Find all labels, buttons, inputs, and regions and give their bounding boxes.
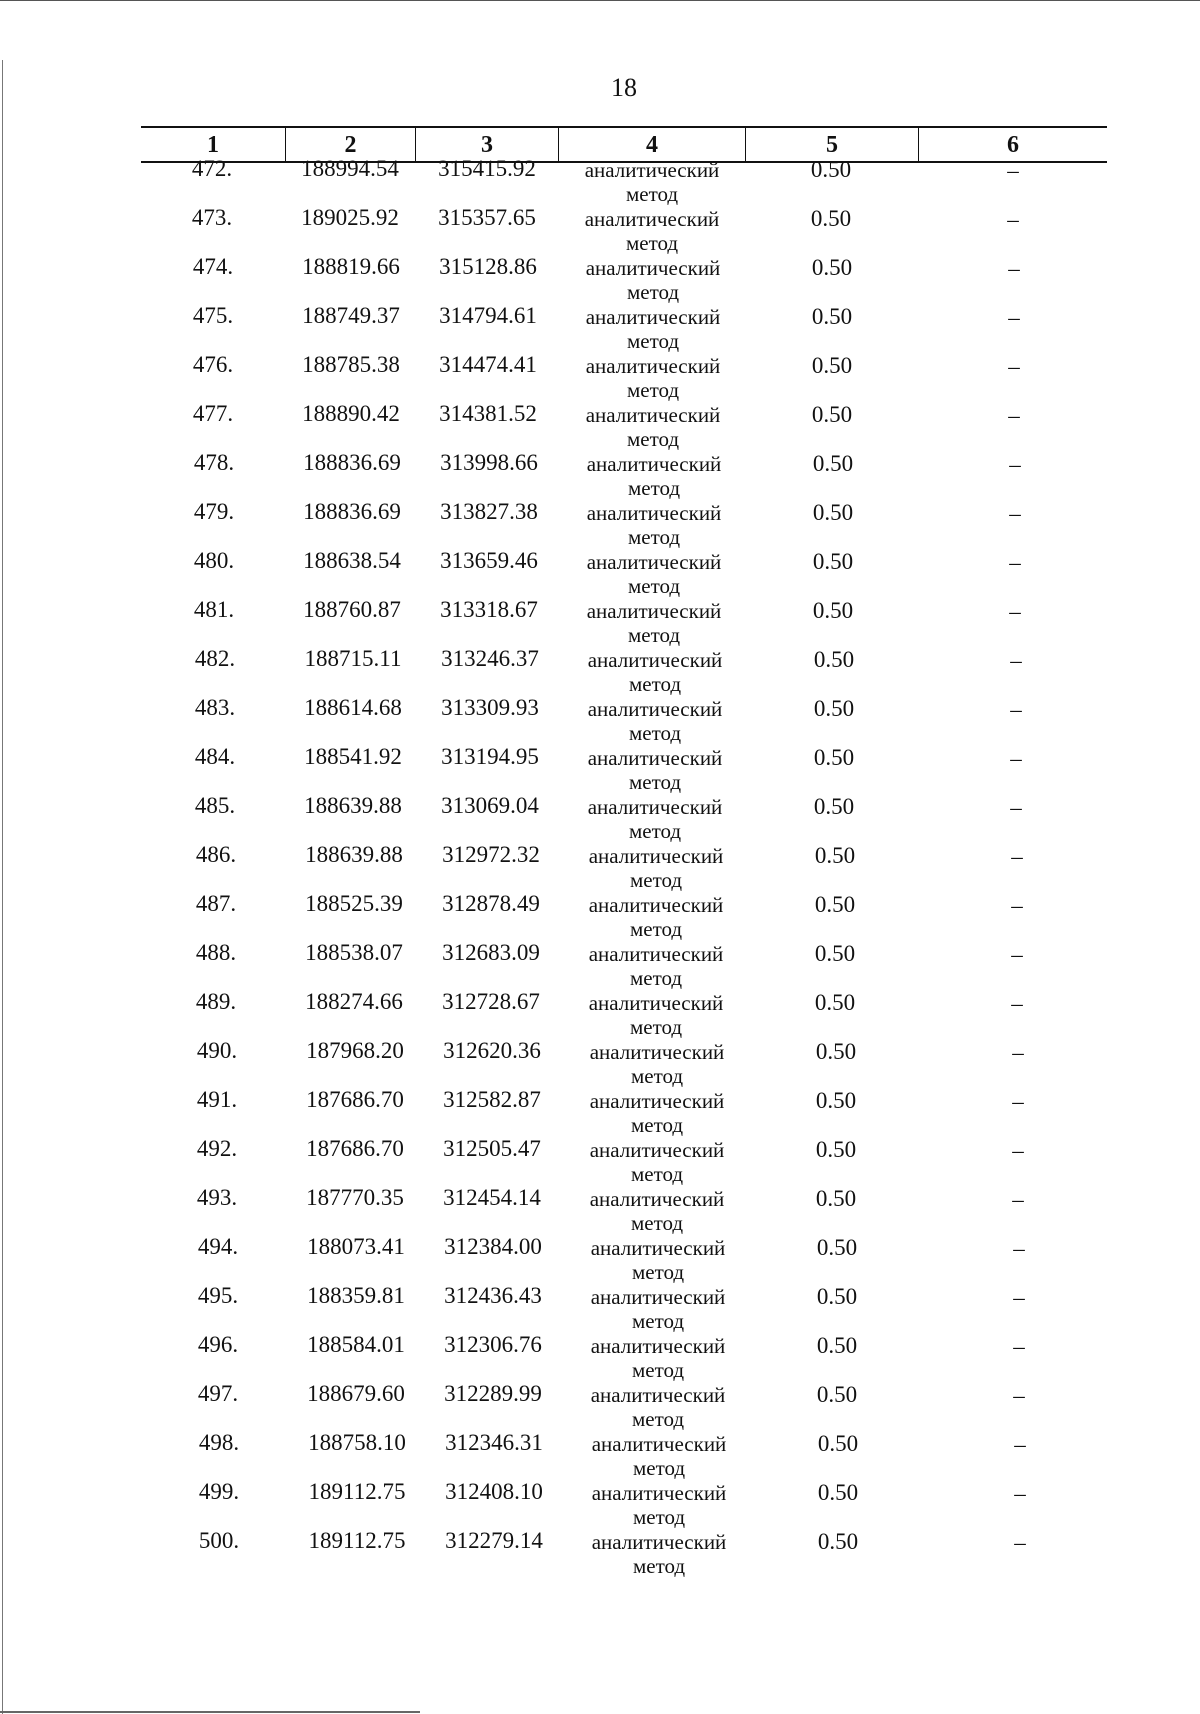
precision-value: 0.50	[816, 1284, 858, 1309]
point-number: 492.	[196, 1136, 238, 1161]
method-cell	[573, 403, 733, 451]
precision-value: 0.50	[811, 304, 853, 329]
table-row	[0, 842, 1200, 891]
method-line-2: метод	[632, 1554, 686, 1578]
point-number: 481.	[193, 597, 235, 622]
coordinate-x: 188359.81	[307, 1283, 405, 1308]
table-row	[0, 1136, 1200, 1185]
column-6-dash: –	[1011, 893, 1023, 918]
coordinate-x: 188274.66	[305, 989, 403, 1014]
column-6-dash: –	[1009, 550, 1021, 575]
table-row	[0, 450, 1200, 499]
method-line-2: метод	[628, 770, 682, 794]
precision-value: 0.50	[817, 1431, 859, 1456]
point-number: 497.	[197, 1381, 239, 1406]
precision-value: 0.50	[811, 402, 853, 427]
method-cell	[576, 942, 736, 990]
method-line-1: аналитический	[591, 1481, 727, 1505]
method-cell	[575, 697, 735, 745]
method-line-2: метод	[628, 819, 682, 843]
precision-value: 0.50	[814, 990, 856, 1015]
method-line-1: аналитический	[586, 452, 722, 476]
method-line-2: метод	[630, 1162, 684, 1186]
precision-value: 0.50	[815, 1186, 857, 1211]
method-cell	[577, 1138, 737, 1186]
coordinate-y: 312384.00	[444, 1234, 542, 1259]
method-cell	[576, 893, 736, 941]
column-header-1: 1	[207, 132, 219, 158]
coordinate-y: 314381.52	[439, 401, 537, 426]
coordinate-y: 312454.14	[443, 1185, 541, 1210]
point-number: 483.	[194, 695, 236, 720]
table-row	[0, 1479, 1200, 1528]
precision-value: 0.50	[813, 745, 855, 770]
table-row	[0, 254, 1200, 303]
method-line-1: аналитический	[587, 746, 723, 770]
method-cell	[577, 1089, 737, 1137]
method-line-1: аналитический	[587, 697, 723, 721]
table-row	[0, 989, 1200, 1038]
coordinate-x: 187686.70	[306, 1087, 404, 1112]
scan-edge-line	[0, 1711, 420, 1713]
table-row	[0, 940, 1200, 989]
table-row	[0, 1332, 1200, 1381]
method-line-1: аналитический	[590, 1383, 726, 1407]
coordinate-y: 312582.87	[443, 1087, 541, 1112]
column-6-dash: –	[1012, 1040, 1024, 1065]
method-line-2: метод	[630, 1113, 684, 1137]
precision-value: 0.50	[816, 1333, 858, 1358]
point-number: 487.	[195, 891, 237, 916]
table-row	[0, 1185, 1200, 1234]
coordinate-x: 188890.42	[302, 401, 400, 426]
coordinate-x: 187770.35	[306, 1185, 404, 1210]
coordinate-x: 189025.92	[301, 205, 399, 230]
method-line-1: аналитический	[588, 893, 724, 917]
coordinate-x: 188836.69	[303, 450, 401, 475]
point-number: 489.	[195, 989, 237, 1014]
precision-value: 0.50	[814, 941, 856, 966]
point-number: 474.	[192, 254, 234, 279]
method-line-2: метод	[626, 329, 680, 353]
method-cell	[574, 501, 734, 549]
coordinate-y: 312279.14	[445, 1528, 543, 1553]
point-number: 478.	[193, 450, 235, 475]
method-cell	[575, 746, 735, 794]
table-row	[0, 1087, 1200, 1136]
column-6-dash: –	[1012, 1138, 1024, 1163]
method-line-2: метод	[628, 672, 682, 696]
precision-value: 0.50	[813, 696, 855, 721]
point-number: 499.	[198, 1479, 240, 1504]
coordinate-x: 188541.92	[304, 744, 402, 769]
method-line-1: аналитический	[589, 1187, 725, 1211]
precision-value: 0.50	[815, 1137, 857, 1162]
method-line-1: аналитический	[589, 1138, 725, 1162]
method-line-2: метод	[629, 868, 683, 892]
method-line-2: метод	[627, 525, 681, 549]
column-6-dash: –	[1011, 942, 1023, 967]
point-number: 479.	[193, 499, 235, 524]
point-number: 484.	[194, 744, 236, 769]
coordinate-x: 188538.07	[305, 940, 403, 965]
method-line-1: аналитический	[585, 403, 721, 427]
coordinate-y: 313318.67	[440, 597, 538, 622]
table-row	[0, 891, 1200, 940]
column-6-dash: –	[1010, 697, 1022, 722]
table-row	[0, 1283, 1200, 1332]
method-line-2: метод	[626, 427, 680, 451]
method-line-1: аналитический	[590, 1236, 726, 1260]
table-row	[0, 1038, 1200, 1087]
coordinate-x: 188584.01	[307, 1332, 405, 1357]
method-line-1: аналитический	[589, 1040, 725, 1064]
point-number: 477.	[192, 401, 234, 426]
method-line-2: метод	[626, 280, 680, 304]
method-cell	[578, 1236, 738, 1284]
method-cell	[574, 452, 734, 500]
method-cell	[573, 256, 733, 304]
point-number: 493.	[196, 1185, 238, 1210]
method-line-1: аналитический	[585, 256, 721, 280]
table-row	[0, 548, 1200, 597]
method-line-2: метод	[625, 182, 679, 206]
coordinate-x: 188819.66	[302, 254, 400, 279]
column-header-2: 2	[344, 132, 357, 158]
coordinate-x: 189112.75	[308, 1479, 406, 1504]
precision-value: 0.50	[811, 353, 853, 378]
column-header-5: 5	[826, 132, 838, 158]
method-line-1: аналитический	[586, 550, 722, 574]
point-number: 494.	[197, 1234, 239, 1259]
coordinate-x: 188760.87	[303, 597, 401, 622]
coordinate-y: 312289.99	[444, 1381, 542, 1406]
table-row	[0, 597, 1200, 646]
coordinate-y: 313194.95	[441, 744, 539, 769]
point-number: 473.	[191, 205, 233, 230]
point-number: 485.	[194, 793, 236, 818]
coordinate-y: 313309.93	[441, 695, 539, 720]
point-number: 496.	[197, 1332, 239, 1357]
coordinate-x: 188639.88	[304, 793, 402, 818]
point-number: 472.	[191, 156, 233, 181]
column-6-dash: –	[1009, 452, 1021, 477]
method-line-1: аналитический	[587, 648, 723, 672]
method-line-1: аналитический	[587, 795, 723, 819]
coordinate-x: 188994.54	[301, 156, 399, 181]
point-number: 500.	[198, 1528, 240, 1553]
column-6-dash: –	[1010, 746, 1022, 771]
coordinate-y: 312728.67	[442, 989, 540, 1014]
method-line-1: аналитический	[590, 1285, 726, 1309]
method-line-1: аналитический	[591, 1530, 727, 1554]
coordinate-x: 188073.41	[307, 1234, 405, 1259]
method-cell	[572, 158, 732, 206]
coordinate-x: 188758.10	[308, 1430, 406, 1455]
table-row	[0, 352, 1200, 401]
method-cell	[576, 844, 736, 892]
method-cell	[578, 1334, 738, 1382]
coordinate-x: 188638.54	[303, 548, 401, 573]
coordinate-y: 312346.31	[445, 1430, 543, 1455]
method-cell	[575, 648, 735, 696]
table-row	[0, 156, 1200, 205]
precision-value: 0.50	[817, 1480, 859, 1505]
table-row	[0, 499, 1200, 548]
method-line-2: метод	[632, 1456, 686, 1480]
column-6-dash: –	[1014, 1432, 1026, 1457]
page-number: 18	[611, 73, 637, 102]
column-6-dash: –	[1010, 795, 1022, 820]
method-line-1: аналитический	[588, 991, 724, 1015]
coordinate-y: 312436.43	[444, 1283, 542, 1308]
method-line-2: метод	[629, 917, 683, 941]
method-line-1: аналитический	[586, 599, 722, 623]
column-6-dash: –	[1012, 1089, 1024, 1114]
coordinate-x: 188836.69	[303, 499, 401, 524]
method-line-1: аналитический	[588, 844, 724, 868]
method-cell	[578, 1285, 738, 1333]
column-6-dash: –	[1011, 844, 1023, 869]
column-6-dash: –	[1011, 991, 1023, 1016]
coordinate-x: 188785.38	[302, 352, 400, 377]
method-cell	[573, 305, 733, 353]
method-line-1: аналитический	[585, 354, 721, 378]
coordinate-y: 315357.65	[438, 205, 536, 230]
method-line-2: метод	[628, 721, 682, 745]
coordinate-y: 312972.32	[442, 842, 540, 867]
column-header-3: 3	[481, 132, 493, 158]
method-line-2: метод	[631, 1260, 685, 1284]
precision-value: 0.50	[814, 843, 856, 868]
point-number: 498.	[198, 1430, 240, 1455]
column-6-dash: –	[1013, 1236, 1025, 1261]
coordinate-y: 313069.04	[441, 793, 539, 818]
table-row	[0, 1381, 1200, 1430]
precision-value: 0.50	[810, 157, 852, 182]
column-6-dash: –	[1013, 1334, 1025, 1359]
method-cell	[578, 1383, 738, 1431]
coordinate-y: 312878.49	[442, 891, 540, 916]
method-line-1: аналитический	[584, 158, 720, 182]
method-line-2: метод	[631, 1358, 685, 1382]
point-number: 488.	[195, 940, 237, 965]
coordinate-y: 314474.41	[439, 352, 537, 377]
coordinate-x: 188525.39	[305, 891, 403, 916]
coordinate-x: 188679.60	[307, 1381, 405, 1406]
coordinate-y: 314794.61	[439, 303, 537, 328]
column-6-dash: –	[1013, 1383, 1025, 1408]
table-row	[0, 695, 1200, 744]
column-6-dash: –	[1014, 1481, 1026, 1506]
precision-value: 0.50	[816, 1382, 858, 1407]
column-6-dash: –	[1014, 1530, 1026, 1555]
coordinate-y: 315128.86	[439, 254, 537, 279]
column-6-dash: –	[1009, 599, 1021, 624]
table-row	[0, 646, 1200, 695]
point-number: 482.	[194, 646, 236, 671]
coordinate-y: 313827.38	[440, 499, 538, 524]
method-cell	[574, 550, 734, 598]
column-6-dash: –	[1013, 1285, 1025, 1310]
precision-value: 0.50	[816, 1235, 858, 1260]
precision-value: 0.50	[812, 451, 854, 476]
method-line-1: аналитический	[591, 1432, 727, 1456]
table-row	[0, 744, 1200, 793]
method-cell	[575, 795, 735, 843]
precision-value: 0.50	[812, 598, 854, 623]
point-number: 486.	[195, 842, 237, 867]
precision-value: 0.50	[814, 892, 856, 917]
method-line-2: метод	[631, 1309, 685, 1333]
method-line-1: аналитический	[585, 305, 721, 329]
table-row	[0, 303, 1200, 352]
table-row	[0, 1234, 1200, 1283]
method-cell	[579, 1481, 739, 1529]
method-cell	[576, 991, 736, 1039]
point-number: 476.	[192, 352, 234, 377]
column-6-dash: –	[1008, 354, 1020, 379]
method-line-1: аналитический	[588, 942, 724, 966]
coordinate-y: 313246.37	[441, 646, 539, 671]
method-line-2: метод	[630, 1064, 684, 1088]
column-6-dash: –	[1008, 305, 1020, 330]
point-number: 490.	[196, 1038, 238, 1063]
coordinate-x: 188614.68	[304, 695, 402, 720]
coordinate-y: 312408.10	[445, 1479, 543, 1504]
coordinate-y: 312620.36	[443, 1038, 541, 1063]
precision-value: 0.50	[811, 255, 853, 280]
coordinate-x: 189112.75	[308, 1528, 406, 1553]
method-cell	[574, 599, 734, 647]
method-line-2: метод	[631, 1407, 685, 1431]
method-line-2: метод	[626, 378, 680, 402]
coordinate-x: 187686.70	[306, 1136, 404, 1161]
point-number: 491.	[196, 1087, 238, 1112]
column-header-4: 4	[646, 132, 658, 158]
coordinate-x: 188715.11	[304, 646, 402, 671]
column-6-dash: –	[1009, 501, 1021, 526]
precision-value: 0.50	[810, 206, 852, 231]
table-row	[0, 1430, 1200, 1479]
point-number: 480.	[193, 548, 235, 573]
coordinate-x: 188749.37	[302, 303, 400, 328]
scan-edge-line	[0, 0, 1200, 1]
method-cell	[573, 354, 733, 402]
method-line-1: аналитический	[590, 1334, 726, 1358]
column-6-dash: –	[1012, 1187, 1024, 1212]
coordinate-y: 313998.66	[440, 450, 538, 475]
method-line-2: метод	[630, 1211, 684, 1235]
method-line-2: метод	[632, 1505, 686, 1529]
precision-value: 0.50	[813, 794, 855, 819]
column-6-dash: –	[1010, 648, 1022, 673]
column-6-dash: –	[1007, 158, 1019, 183]
coordinate-y: 315415.92	[438, 156, 536, 181]
method-cell	[579, 1432, 739, 1480]
method-line-1: аналитический	[586, 501, 722, 525]
method-line-1: аналитический	[584, 207, 720, 231]
precision-value: 0.50	[812, 549, 854, 574]
precision-value: 0.50	[815, 1088, 857, 1113]
method-line-2: метод	[625, 231, 679, 255]
method-line-2: метод	[627, 623, 681, 647]
point-number: 475.	[192, 303, 234, 328]
coordinate-y: 312306.76	[444, 1332, 542, 1357]
method-cell	[572, 207, 732, 255]
coordinate-x: 187968.20	[306, 1038, 404, 1063]
table-row	[0, 1528, 1200, 1577]
method-line-2: метод	[627, 476, 681, 500]
coordinate-x: 188639.88	[305, 842, 403, 867]
precision-value: 0.50	[815, 1039, 857, 1064]
method-cell	[577, 1187, 737, 1235]
column-6-dash: –	[1008, 403, 1020, 428]
table-row	[0, 205, 1200, 254]
precision-value: 0.50	[813, 647, 855, 672]
column-6-dash: –	[1008, 256, 1020, 281]
method-cell	[579, 1530, 739, 1578]
method-line-2: метод	[629, 966, 683, 990]
precision-value: 0.50	[812, 500, 854, 525]
coordinate-y: 313659.46	[440, 548, 538, 573]
method-cell	[577, 1040, 737, 1088]
method-line-2: метод	[627, 574, 681, 598]
coordinate-y: 312683.09	[442, 940, 540, 965]
coordinate-y: 312505.47	[443, 1136, 541, 1161]
column-header-6: 6	[1007, 132, 1019, 158]
precision-value: 0.50	[817, 1529, 859, 1554]
table-row	[0, 401, 1200, 450]
column-6-dash: –	[1007, 207, 1019, 232]
point-number: 495.	[197, 1283, 239, 1308]
method-line-2: метод	[629, 1015, 683, 1039]
method-line-1: аналитический	[589, 1089, 725, 1113]
table-row	[0, 793, 1200, 842]
